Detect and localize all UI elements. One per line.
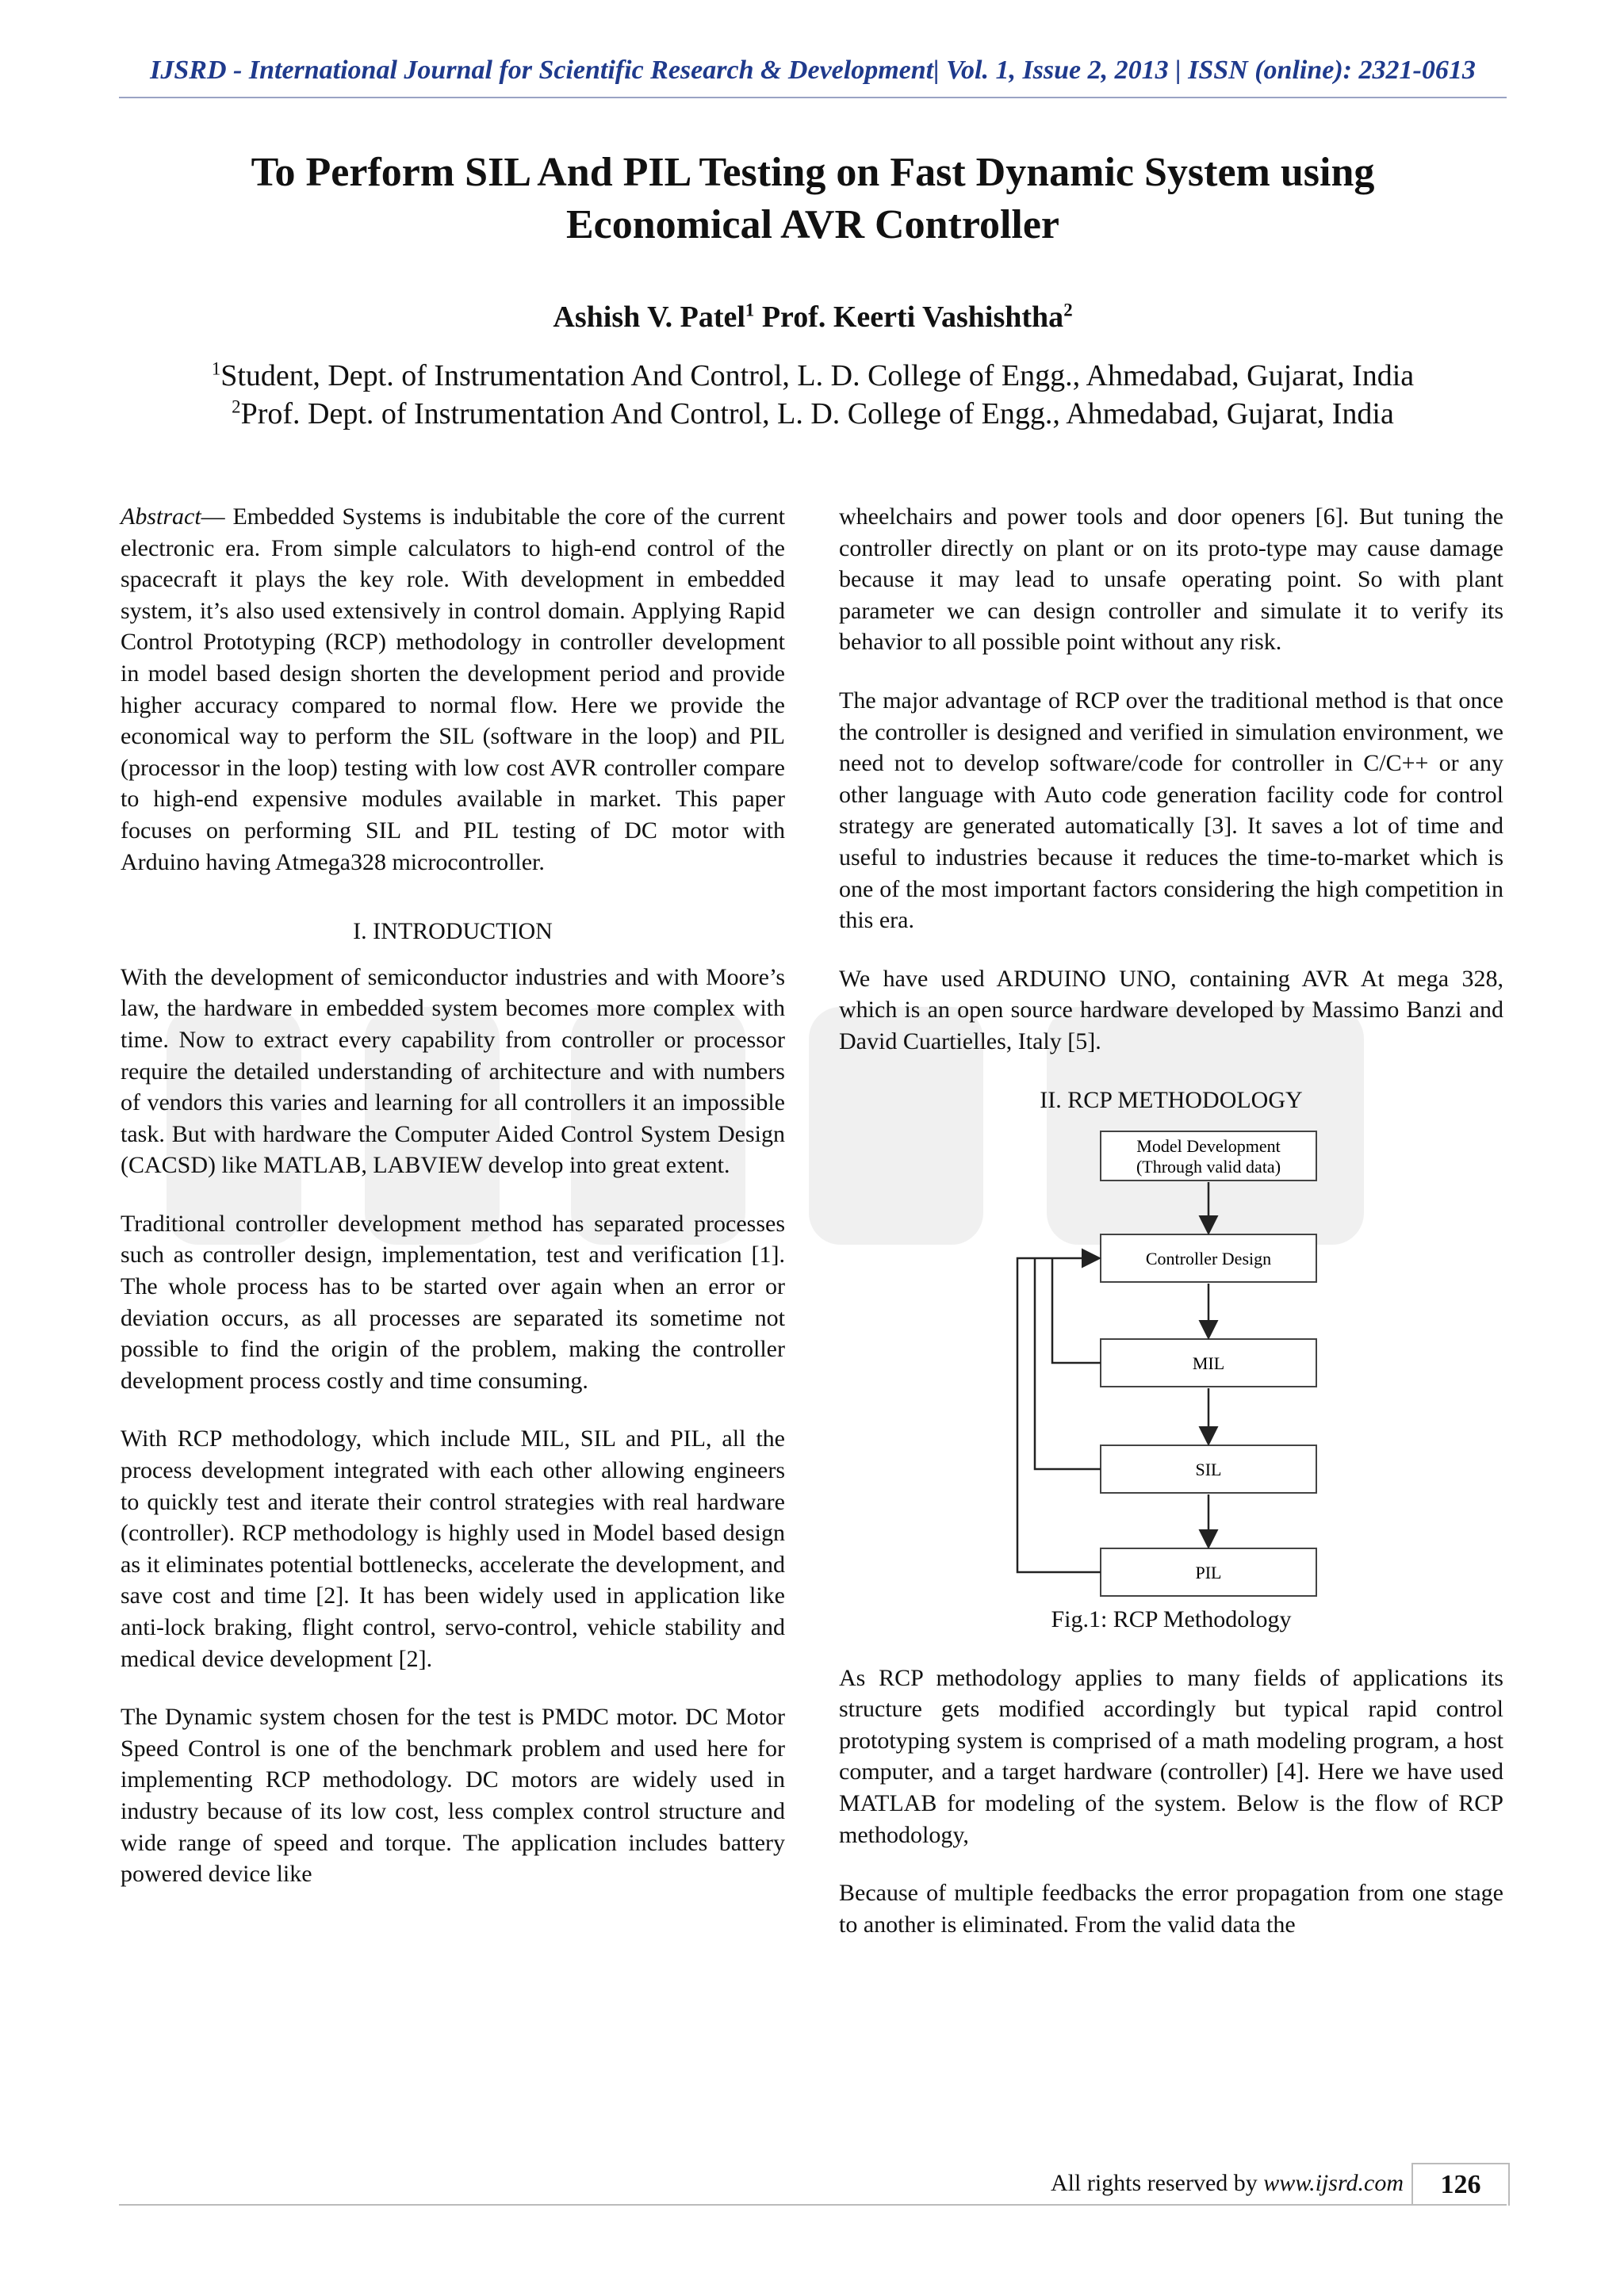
section-1-heading: I. INTRODUCTION — [353, 918, 553, 945]
intro-paragraph-3: With RCP methodology, which include MIL, SIL and PIL, all the process development integrated with each other allowing engineers to quickly test and iterate their control strategies with real hardware (controller). RCP methodology is highly used in Model based design as it eliminates potential bottlenecks, accelerate the development, and save cost and time [2]. It has been widely used in application like anti-lock braking, flight control, servo-control, vehicle stability and medical device development [2]. — [121, 1425, 785, 1672]
abstract-text: — Embedded Systems is indubitable the core of the current electronic era. From simple calculators to high-end control of the spacecraft it plays the key role. With development in embedded system, it’s also used extensively in control domain. Applying Rapid Control Prototyping (RCP) methodology in controller development in model based design shorten the development period and provide higher accuracy compared to normal flow. Here we provide the economical way to perform the SIL (software in the loop) and PIL (processor in the loop) testing with low cost AVR controller compare to high-end expensive modules available in market. This paper focuses on performing SIL and PIL testing of DC motor with Arduino having Atmega328 microcontroller. — [121, 503, 785, 875]
model-development-sublabel: (Through valid data) — [1136, 1157, 1281, 1177]
footer-site-link[interactable]: www.ijsrd.com — [1263, 2170, 1404, 2196]
affiliation-2 — [119, 396, 1507, 431]
right-paragraph-4: As RCP methodology applies to many fields of applications its structure gets modified accordingly but typical rapid control prototyping system is comprised of a math modeling program, a host computer, and a target hardware (controller) [4]. Here we have used MATLAB for modeling of the system. Below is the flow of RCP methodology, — [839, 1664, 1503, 1848]
author-2: Prof. Keerti Vashishtha — [761, 300, 1064, 334]
affiliation-1-text: Student, Dept. of Instrumentation And Control, L. D. College of Engg., Ahmedabad, Gujarat, India — [220, 359, 1415, 392]
page-number: 126 — [1411, 2163, 1510, 2206]
right-paragraph-1: wheelchairs and power tools and door openers [6]. But tuning the controller directly on plant or on its proto-type may cause damage because it may lead to unsafe operating point. So with plant parameter we can design controller and simulate it to verify its behavior to all possible point without any risk. — [839, 503, 1503, 656]
intro-paragraph-2: Traditional controller development method has separated processes such as controller design, implementation, test and verification [1]. The whole process has to be started over again when an error or deviation occurs, as all processes are separated its sometime not possible to find the origin of the problem, making the controller development process costly and time consuming. — [121, 1210, 785, 1394]
rcp-flow-figure — [839, 1130, 1503, 1598]
title-line-1: To Perform SIL And PIL Testing on Fast Dynamic System using — [251, 150, 1375, 195]
figure-caption: Fig.1: RCP Methodology — [1051, 1606, 1292, 1633]
footer-rights — [1031, 2170, 1404, 2197]
authors — [119, 300, 1507, 335]
header-rule — [119, 97, 1507, 98]
footer-rights-text: All rights reserved by — [1051, 2170, 1264, 2196]
section-2-heading: II. RCP METHODOLOGY — [1040, 1086, 1303, 1113]
author-1-sup: 1 — [745, 300, 755, 320]
pil-label: PIL — [1195, 1563, 1222, 1583]
right-column — [839, 501, 1503, 1967]
affiliation-1 — [119, 358, 1507, 393]
paper-title — [119, 147, 1507, 251]
right-paragraph-2: The major advantage of RCP over the traditional method is that once the controller is designed and verified in simulation environment, we need not to develop software/code for controller in C/C++ or any other language with Auto code generation facility code for control strategy are generated automatically [3]. It saves a lot of time and useful to industries because it reduces the time-to-market which is one of the most important factors considering the high competition in this era. — [839, 687, 1503, 934]
model-development-label: Model Development — [1136, 1136, 1281, 1157]
author-1: Ashish V. Patel — [553, 300, 745, 334]
mil-label: MIL — [1192, 1353, 1225, 1374]
rcp-flow-diagram — [839, 1130, 1503, 1598]
left-column — [121, 501, 785, 1917]
controller-design-label: Controller Design — [1145, 1249, 1272, 1269]
title-line-2: Economical AVR Controller — [565, 202, 1060, 247]
affiliation-2-text: Prof. Dept. of Instrumentation And Control, L. D. College of Engg., Ahmedabad, Gujarat, India — [240, 397, 1394, 430]
feedback-pil-to-controller — [1017, 1258, 1101, 1572]
author-2-sup: 2 — [1063, 300, 1073, 320]
journal-header: IJSRD - International Journal for Scientific Research & Development| Vol. 1, Issue 2, 2013 | ISSN (online): 2321-0613 — [150, 55, 1476, 85]
affiliation-1-sup: 1 — [211, 358, 221, 379]
abstract-label: Abstract — [121, 503, 201, 530]
affiliation-2-sup: 2 — [232, 396, 241, 417]
intro-paragraph-1: With the development of semiconductor industries and with Moore’s law, the hardware in embedded system becomes more complex with time. Now to extract every capability from controller or processor require the detailed understanding of architecture and with numbers of vendors this varies and learning for all controllers it an impossible task. But with hardware the Computer Aided Control System Design (CACSD) like MATLAB, LABVIEW develop into great extent. — [121, 963, 785, 1179]
intro-paragraph-4: The Dynamic system chosen for the test is PMDC motor. DC Motor Speed Control is one of the benchmark problem and used here for implementing RCP methodology. DC motors are widely used in industry because of its low cost, less complex control structure and wide range of speed and torque. The application includes battery powered device like — [121, 1704, 785, 1888]
footer-rule — [119, 2204, 1507, 2206]
abstract — [121, 501, 785, 878]
right-paragraph-5: Because of multiple feedbacks the error propagation from one stage to another is eliminated. From the valid data the — [839, 1880, 1503, 1938]
sil-label: SIL — [1195, 1460, 1222, 1480]
right-paragraph-3: We have used ARDUINO UNO, containing AVR At mega 328, which is an open source hardware developed by Massimo Banzi and David Cuartielles, Italy [5]. — [839, 965, 1503, 1054]
feedback-mil-to-controller — [1052, 1258, 1101, 1363]
